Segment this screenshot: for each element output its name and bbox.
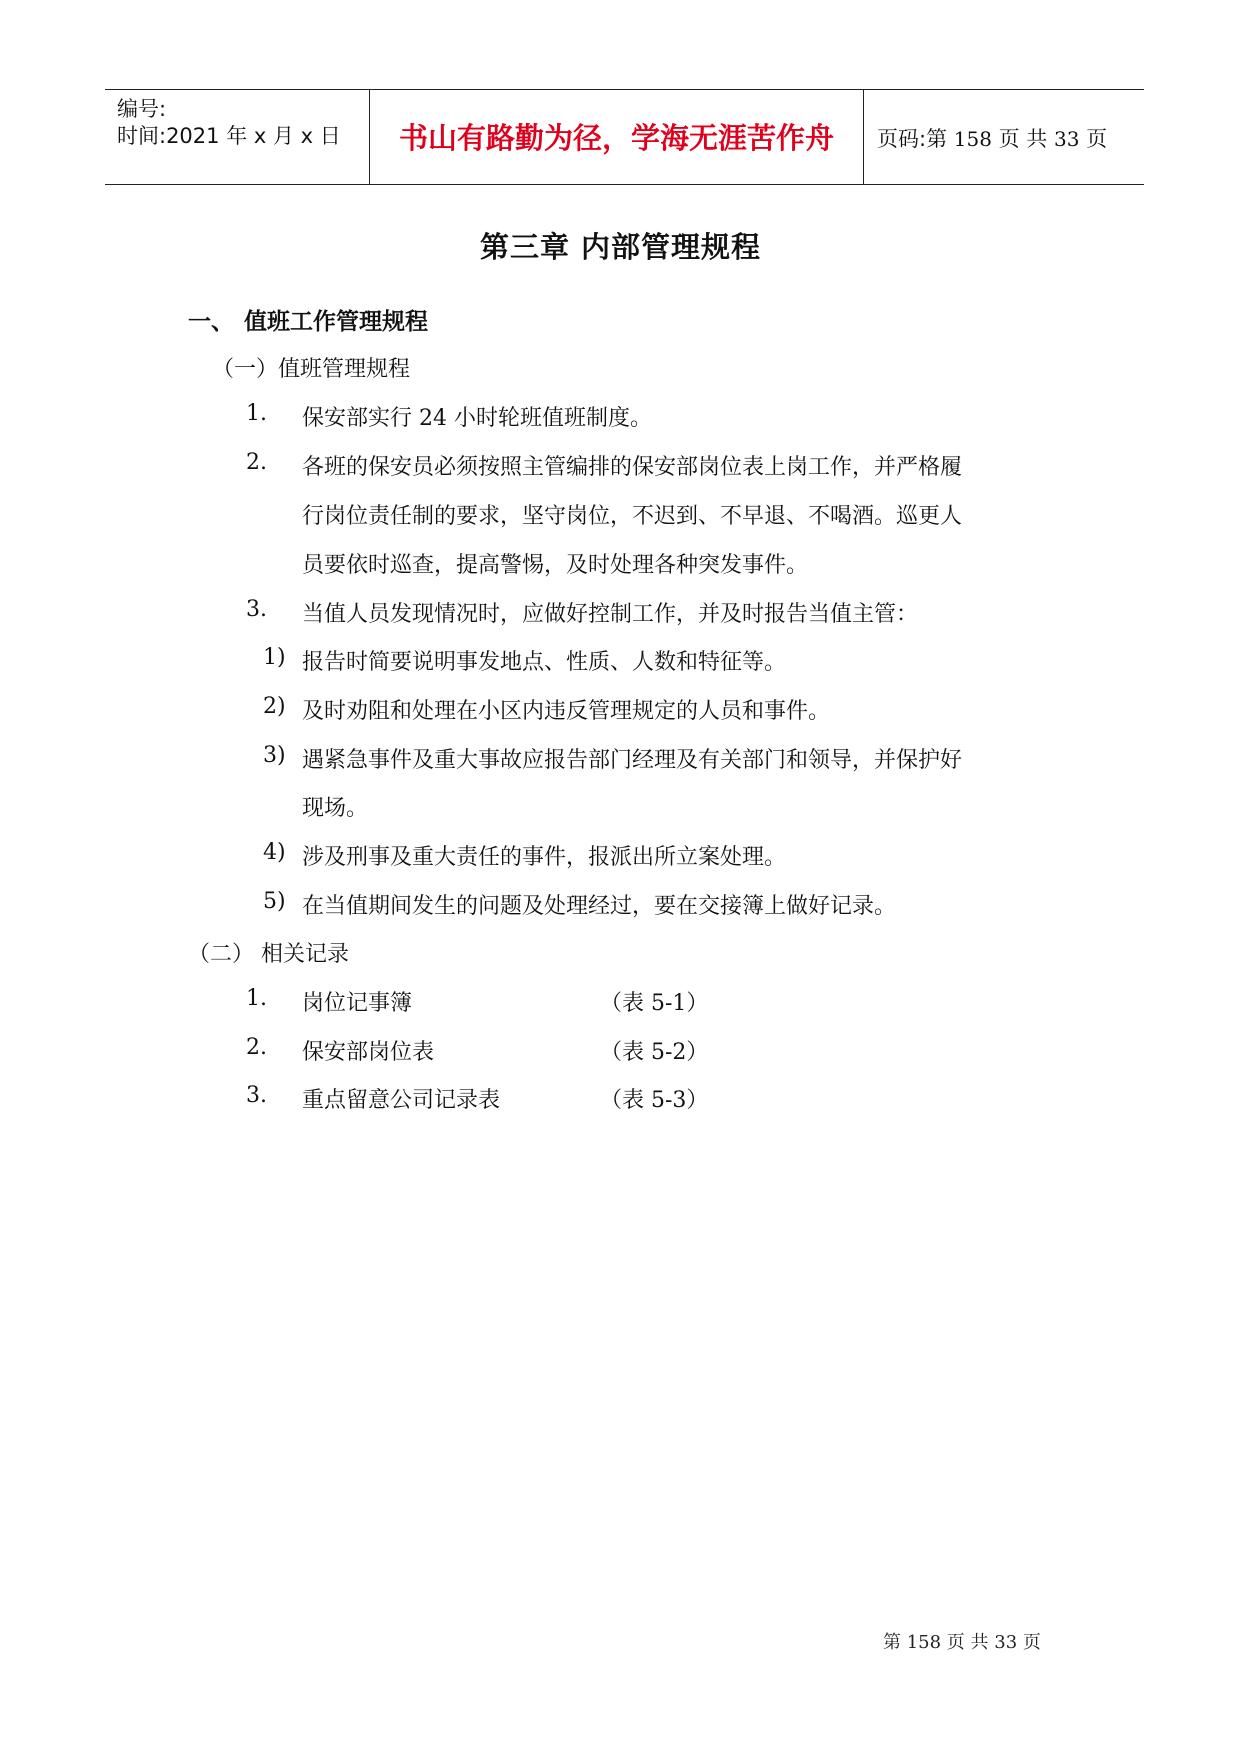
item-text: 当值人员发现情况时，应做好控制工作，并及时报告当值主管： <box>302 602 919 627</box>
record-number: 1. <box>246 986 267 1011</box>
item-number: 3. <box>246 597 267 622</box>
page-header <box>105 89 1144 185</box>
subitem-text: 涉及刑事及重大责任的事件，报派出所立案处理。 <box>302 845 787 870</box>
record-ref: （表 5-2） <box>600 1040 709 1065</box>
record-ref: （表 5-1） <box>600 991 709 1016</box>
subitem-text: 在当值期间发生的问题及处理经过，要在交接簿上做好记录。 <box>302 894 897 919</box>
page-current: 158 <box>953 127 992 151</box>
section-heading <box>188 303 428 336</box>
subitem-text: 报告时简要说明事发地点、性质、人数和特征等。 <box>302 650 787 675</box>
header-motto-cell <box>369 90 864 184</box>
header-page-cell <box>863 90 1143 184</box>
record-number: 3. <box>246 1083 267 1108</box>
subitem-number: 5) <box>263 889 286 914</box>
item-text: 员要依时巡查，提高警惕，及时处理各种突发事件。 <box>302 553 809 578</box>
subitem-text: 及时劝阻和处理在小区内违反管理规定的人员和事件。 <box>302 699 831 724</box>
page-suffix: 页 <box>1079 127 1108 151</box>
item-text: 各班的保安员必须按照主管编排的保安部岗位表上岗工作，并严格履 <box>302 455 963 480</box>
page-mid: 页 共 <box>991 127 1054 151</box>
record-label: 保安部岗位表 <box>302 1040 435 1065</box>
header-motto: 书山有路勤为径，学海无涯苦作舟 <box>398 121 834 155</box>
item-text: 行岗位责任制的要求，坚守岗位，不迟到、不早退、不喝酒。巡更人 <box>302 504 963 529</box>
record-ref: （表 5-3） <box>600 1088 709 1113</box>
subsection-title: （一）值班管理规程 <box>212 357 411 382</box>
item-number: 1. <box>246 401 267 426</box>
page-prefix: 页码:第 <box>877 127 954 151</box>
subitem-text: 遇紧急事件及重大事故应报告部门经理及有关部门和领导，并保护好 <box>302 748 963 773</box>
page-footer: 第 158 页 共 33 页 <box>883 1632 1041 1653</box>
item-number: 2. <box>246 450 267 475</box>
subitem-number: 3) <box>263 743 286 768</box>
page-total: 33 <box>1053 127 1080 151</box>
subsection-title: （二） 相关记录 <box>188 942 349 967</box>
header-page-info <box>877 123 1107 153</box>
header-meta-cell <box>105 90 369 184</box>
section-title: 值班工作管理规程 <box>244 309 428 335</box>
record-label: 岗位记事簿 <box>302 991 413 1016</box>
subitem-number: 1) <box>263 645 286 670</box>
record-number: 2. <box>246 1035 267 1060</box>
subitem-text: 现场。 <box>302 796 369 821</box>
subitem-number: 2) <box>263 694 286 719</box>
subitem-number: 4) <box>263 840 286 865</box>
item-text: 保安部实行 24 小时轮班值班制度。 <box>302 406 652 431</box>
section-number: 一、 <box>188 309 234 335</box>
document-time-label: 时间:2021 年 x 月 x 日 <box>117 124 341 148</box>
document-number-label: 编号: <box>117 97 167 121</box>
record-label: 重点留意公司记录表 <box>302 1088 501 1113</box>
chapter-title: 第三章 内部管理规程 <box>479 230 762 264</box>
